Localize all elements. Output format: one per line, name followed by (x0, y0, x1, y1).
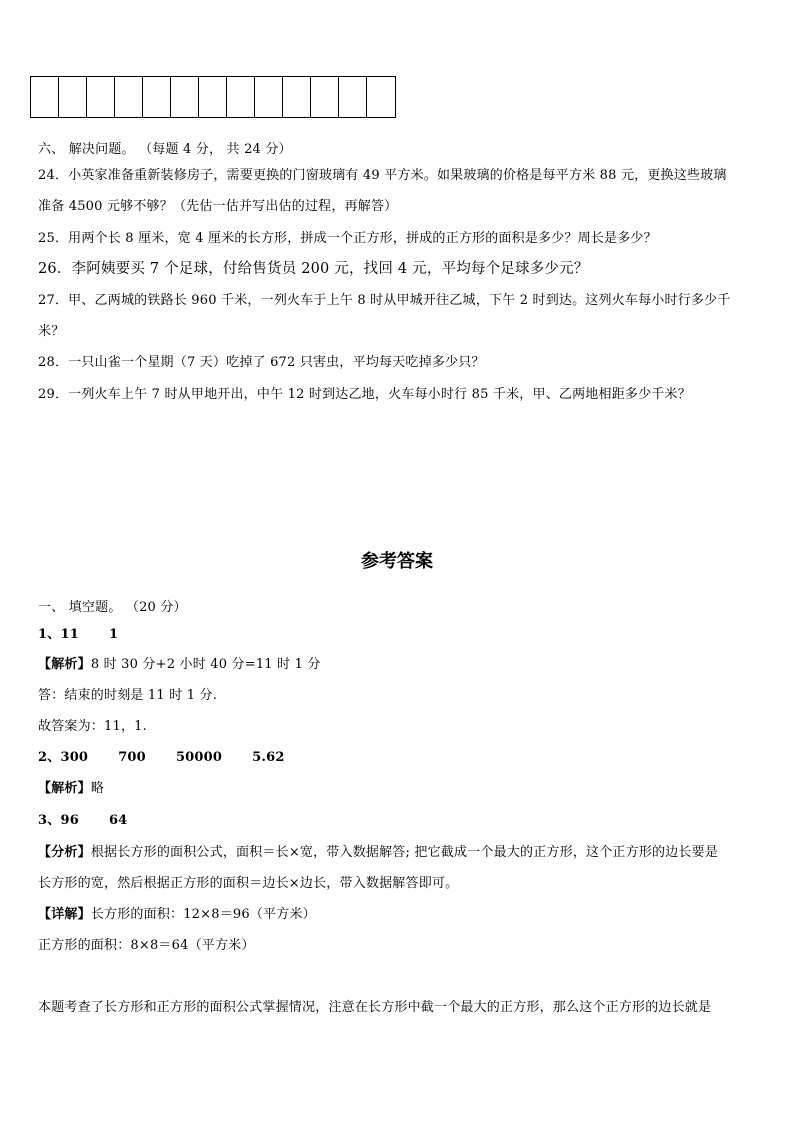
answer-2-value-1: 2、300 (38, 750, 89, 765)
question-24-line-2: 准备 4500 元够不够？（先估一估并写出估的过程，再解答） (38, 199, 398, 214)
grid-cell (227, 77, 255, 117)
answers-title: 参考答案 (361, 551, 433, 572)
question-26: 26．李阿姨要买 7 个足球，付给售货员 200 元，找回 4 元，平均每个足球多少元？ (38, 261, 589, 277)
answer-3-summary: 本题考查了长方形和正方形的面积公式掌握情况，注意在长方形中截一个最大的正方形，那么这个正方形的边长就是 (38, 1000, 712, 1015)
answer-3-xiangjie-line-2: 正方形的面积：8×8＝64（平方米） (38, 938, 255, 953)
answer-1 (38, 627, 118, 643)
answer-1-analysis (38, 657, 321, 673)
answer-2 (38, 750, 285, 766)
grid-cell (199, 77, 227, 117)
grid-cell (31, 77, 59, 117)
answer-1-value-2: 1 (108, 627, 119, 642)
answer-1-statement: 答：结束的时刻是 11 时 1 分. (38, 688, 218, 703)
answers-section-1-header: 一、 填空题。 （20 分） (38, 600, 187, 615)
analysis-tag: 【解析】 (38, 657, 91, 672)
grid-cell (255, 77, 283, 117)
question-29: 29．一列火车上午 7 时从甲地开出，中午 12 时到达乙地，火车每小时行 85 千米，甲、乙两地相距多少千米？ (38, 387, 691, 402)
grid-cell (115, 77, 143, 117)
fenxi-text: 根据长方形的面积公式，面积＝长×宽，带入数据解答; 把它截成一个最大的正方形，这个正方形的边长要是 (90, 845, 719, 860)
grid-cell (87, 77, 115, 117)
analysis-text: 8 时 30 分+2 小时 40 分=11 时 1 分 (90, 657, 321, 672)
answer-3-fenxi-line-2: 长方形的宽，然后根据正方形的面积＝边长×边长，带入数据解答即可。 (38, 876, 459, 891)
grid-cell (339, 77, 367, 117)
question-27-line-2: 米？ (38, 324, 65, 339)
xiangjie-tag: 【详解】 (38, 907, 91, 922)
question-27-line-1: 27．甲、乙两城的铁路长 960 千米，一列火车于上午 8 时从甲城开往乙城，下午 2 时到达。这列火车每小时行多少千 (38, 293, 731, 308)
answer-1-final: 故答案为：11，1. (38, 719, 147, 734)
grid-cell (171, 77, 199, 117)
grid-cell (283, 77, 311, 117)
section-6-header: 六、 解决问题。 （每题 4 分， 共 24 分） (38, 142, 292, 157)
answer-3-value-1: 3、96 (38, 813, 79, 828)
grid-cell (59, 77, 87, 117)
answer-3 (38, 813, 127, 829)
grid-cell (143, 77, 171, 117)
answer-3-fenxi-line-1 (38, 845, 718, 861)
question-25: 25．用两个长 8 厘米，宽 4 厘米的长方形，拼成一个正方形，拼成的正方形的面积是多少？周长是多少？ (38, 231, 657, 246)
grid-cell (367, 77, 395, 117)
answer-1-value-1: 1、11 (38, 627, 79, 642)
question-28: 28．一只山雀一个星期（7 天）吃掉了 672 只害虫，平均每天吃掉多少只？ (38, 355, 485, 370)
answer-3-xiangjie-line-1 (38, 907, 316, 923)
answer-grid (30, 76, 396, 118)
answer-2-value-3: 50000 (175, 750, 223, 765)
answer-3-value-2: 64 (108, 813, 128, 828)
answer-2-analysis (38, 781, 104, 797)
grid-cell (311, 77, 339, 117)
analysis-text: 略 (90, 781, 105, 796)
question-24-line-1: 24．小英家准备重新装修房子，需要更换的门窗玻璃有 49 平方米。如果玻璃的价格是每平方米 88 元，更换这些玻璃 (38, 168, 727, 183)
answer-2-value-2: 700 (118, 750, 146, 765)
xiangjie-text: 长方形的面积：12×8＝96（平方米） (90, 907, 316, 922)
analysis-tag: 【解析】 (38, 781, 91, 796)
fenxi-tag: 【分析】 (38, 845, 91, 860)
answer-2-value-4: 5.62 (252, 750, 285, 765)
